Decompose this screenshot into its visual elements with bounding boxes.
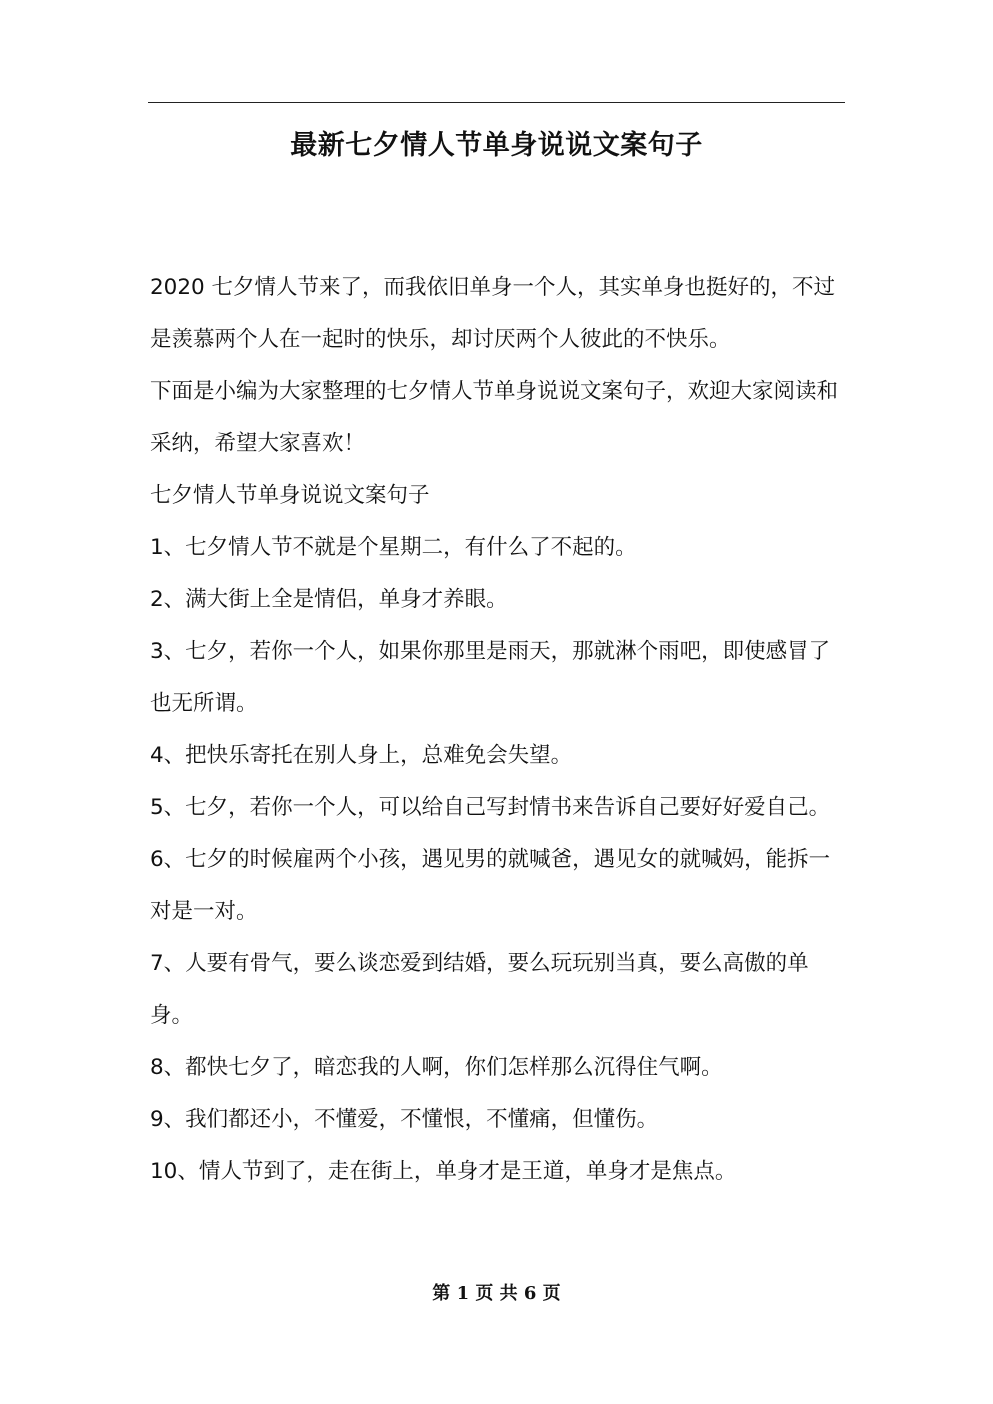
list-item: 3、七夕，若你一个人，如果你那里是雨天，那就淋个雨吧，即使感冒了也无所谓。 bbox=[150, 639, 831, 716]
list-item: 2、满大街上全是情侣，单身才养眼。 bbox=[150, 587, 508, 612]
section-heading: 七夕情人节单身说说文案句子 bbox=[150, 483, 430, 508]
list-item: 4、把快乐寄托在别人身上，总难免会失望。 bbox=[150, 743, 573, 768]
list-item: 6、七夕的时候雇两个小孩，遇见男的就喊爸，遇见女的就喊妈，能拆一对是一对。 bbox=[150, 847, 831, 924]
list-item: 1、七夕情人节不就是个星期二，有什么了不起的。 bbox=[150, 535, 637, 560]
list-item: 8、都快七夕了，暗恋我的人啊，你们怎样那么沉得住气啊。 bbox=[150, 1055, 723, 1080]
document-body bbox=[150, 262, 840, 1198]
list-item: 5、七夕，若你一个人，可以给自己写封情书来告诉自己要好好爱自己。 bbox=[150, 795, 831, 820]
list-item: 7、人要有骨气，要么谈恋爱到结婚，要么玩玩别当真，要么高傲的单身。 bbox=[150, 951, 809, 1028]
list-item: 10、情人节到了，走在街上，单身才是王道，单身才是焦点。 bbox=[150, 1159, 737, 1184]
document-title: 最新七夕情人节单身说说文案句子 bbox=[290, 130, 703, 161]
intro-paragraph: 下面是小编为大家整理的七夕情人节单身说说文案句子，欢迎大家阅读和采纳，希望大家喜欢！ bbox=[150, 379, 839, 456]
list-item: 9、我们都还小，不懂爱，不懂恨，不懂痛，但懂伤。 bbox=[150, 1107, 659, 1132]
page-number: 第 1 页 共 6 页 bbox=[432, 1283, 561, 1304]
intro-paragraph: 2020 七夕情人节来了，而我依旧单身一个人，其实单身也挺好的，不过是羡慕两个人在一起时的快乐，却讨厌两个人彼此的不快乐。 bbox=[150, 275, 836, 352]
header-rule bbox=[148, 102, 845, 103]
